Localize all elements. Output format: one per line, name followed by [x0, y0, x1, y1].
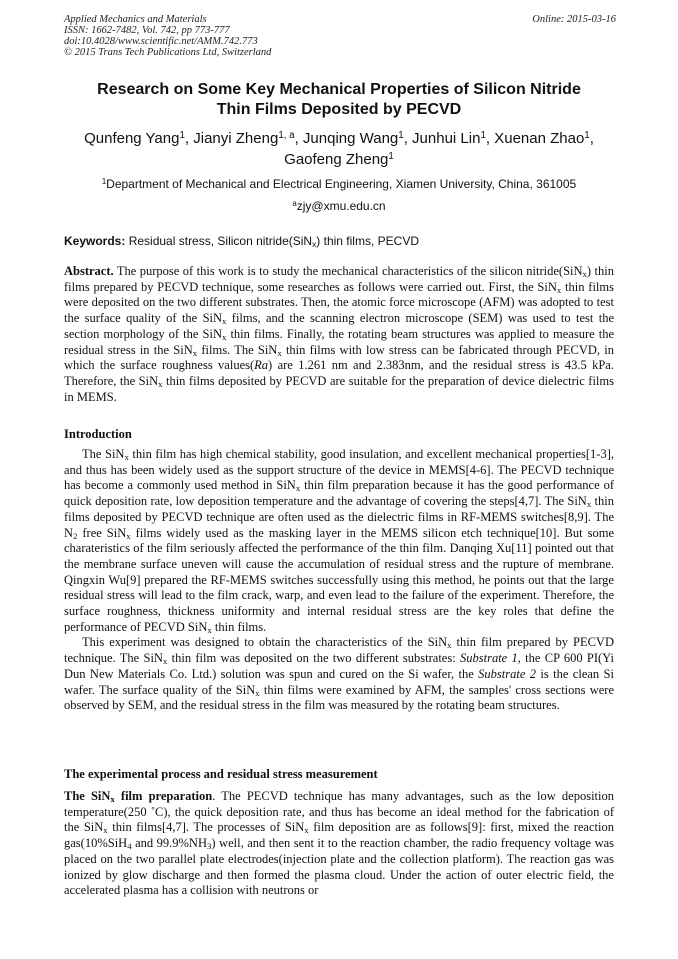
author: Jianyi Zheng$^{1, a}$: [193, 130, 295, 147]
doi-line: doi:10.4028/www.scientific.net/AMM.742.773: [64, 36, 258, 47]
author: Qunfeng Yang$^1$: [84, 130, 185, 147]
author: Gaofeng Zheng$^1$: [284, 151, 394, 168]
author: Junhui Lin$^1$: [412, 130, 486, 147]
copyright-line: © 2015 Trans Tech Publications Ltd, Switzerland: [64, 47, 272, 58]
email: $^a$zjy@xmu.edu.cn: [292, 199, 386, 213]
issn-line: ISSN: 1662-7482, Vol. 742, pp 773-777: [64, 25, 230, 36]
author-list: Qunfeng Yang$^1$, Jianyi Zheng$^{1, a}$, Junqing Wang$^1$, Junhui Lin$^1$, Xuenan Zhao$^1$, Gaofeng Zheng$^1$: [84, 130, 594, 168]
online-date: Online: 2015-03-16: [532, 14, 616, 25]
abstract: Abstract. The purpose of this work is to study the mechanical characteristics of the silicon nitride(SiN$_x$) thin films prepared by PECVD technique, some researches as follows were carried out. First, the SiN$_x$ thin films were deposited on the two different substrates. Then, the atomic force microscope (AFM) was adopted to test the surface quality of the SiN$_x$ films, and the scanning electron microscope (SEM) was used to test the section morphology of the SiN$_x$ thin films. Finally, the rotating beam structures was applied to measure the residual stress in the SiN$_x$ films. The SiN$_x$ thin films with low stress can be fabricated through PECVD, in which the surface roughness values(Ra) are 1.261 nm and 2.383nm, and the residual stress is 43.5 kPa. Therefore, the SiN$_x$ thin films deposited by PECVD are suitable for the preparation of device dielectric films in MEMS.: [64, 264, 615, 404]
affiliation: $^1$Department of Mechanical and Electrical Engineering, Xiamen University, China, 361005: [101, 177, 577, 191]
experimental-body: The SiN$_x$ film preparation. The PECVD technique has many advantages, such as the low deposition temperature(250 ˚C), the quick deposition rate, and thus has become an ideal method for the fabrication of the SiN$_x$ thin films[4,7]. The processes of SiN$_x$ film deposition are as follows[9]: first, mixed the reaction gas(10%SiH$_4$ and $99.9\%NH_3$) well, and then sent it to the reaction chamber, the radio frequency voltage was placed on the two parallel plate electrodes(injection plate and the collection platform). The reaction gas was ionized by glow discharge and then formed the plasma cloud. Under the action of outer electric field, the accelerated plasma has a collision with neutrons or: [64, 789, 615, 898]
paper-title: Research on Some Key Mechanical Properties of Silicon Nitride Thin Films Deposited by PECVD: [97, 81, 581, 118]
keywords: Keywords: Residual stress, Silicon nitride(SiN$_x$) thin films, PECVD: [64, 234, 419, 250]
journal-name: Applied Mechanics and Materials: [64, 14, 207, 25]
experimental-heading: The experimental process and residual stress measurement: [64, 767, 378, 781]
author: Junqing Wang$^1$: [302, 130, 404, 147]
introduction-body: The SiN$_x$ thin film has high chemical stability, good insulation, and excellent mechanical properties[1-3], and thus has been widely used as the support structure of the device in MEMS[4-6]. The PECVD technique has become a commonly used method in SiN$_x$ thin film preparation because it has the good performance of quick deposition rate, low deposition temperature and the advantage of covering the steps[4,7]. The SiN$_x$ thin films deposited by PECVD technique are often used as the dielectric films in RF-MEMS switches[8,9]. The $N_2$ free SiN$_x$ films widely used as the masking layer in the MEMS silicon etch technique[10]. But some charateristics of the film seriously affected the performance of the thin film. Danqing Xu[11] pointed out that the membrane surface uneven will cause the accumulation of residual stress and the rupture of membrane. Qingxin Wu[9] prepared the RF-MEMS switches successfully using this method, he points out that the large residual stress will lead to the film crack, warp, and even lead to the failure of the experiment. Therefore, the surface roughness, thickness uniformity and internal residual stress are the key roles that define the performance of PECVD SiN$_x$ thin films. This experiment was designed to obtain the characteristics of the SiN$_x$ thin film prepared by PECVD technique. The SiN$_x$ thin film was deposited on the two different substrates: Substrate 1, the CP 600 PI(Yi Dun New Materials Co. Ltd.) solution was spun and cured on the Si wafer, the Substrate 2 is the clean Si wafer. The surface quality of the SiN$_x$ thin films were examined by AFM, the samples' cross sections were observed by SEM, and the residual stress in the film was measured by the rotating beam structures.: [64, 447, 614, 713]
journal-header: [64, 14, 271, 58]
author: Xuenan Zhao$^1$: [494, 130, 590, 147]
introduction-heading: Introduction: [64, 427, 132, 441]
